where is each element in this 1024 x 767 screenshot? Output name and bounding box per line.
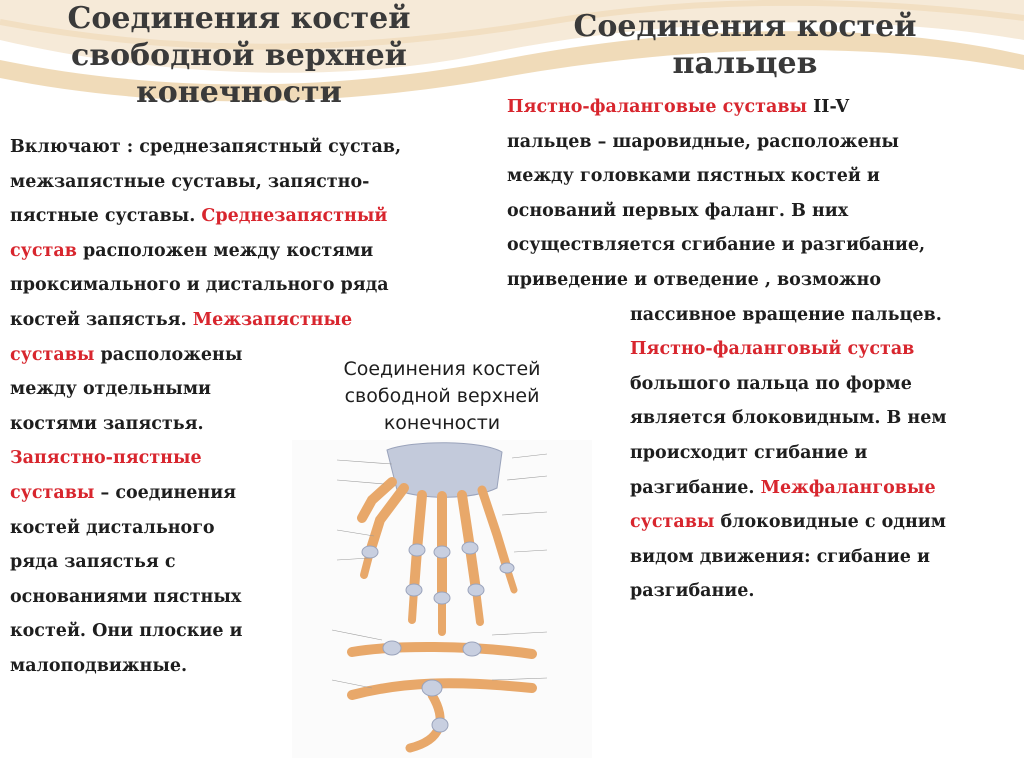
title-left [0,0,478,111]
text-span: происходит сгибание и [630,442,868,463]
text-line [10,234,401,269]
highlighted-term: Межзапястные [192,309,353,330]
text-line [10,130,401,165]
text-span: II-V [807,97,850,117]
text-span: костей. Они плоские и [10,621,243,642]
text-span: костями запястья. [10,413,204,434]
text-span: ряда запястья с [10,552,176,573]
text-span: основаниями пястных [10,586,242,607]
text-line [507,90,947,125]
text-line [10,303,401,338]
text-span: между отдельными [10,379,212,400]
text-span: проксимального и дистального ряда [10,275,389,296]
text-span: расположен между костями [76,240,374,261]
figure-caption-line: свободной верхней [344,385,540,407]
text-line [10,165,401,200]
text-span: костей дистального [10,517,215,538]
text-span: пястные суставы. [10,206,202,227]
text-line [10,199,401,234]
text-span: расположены [94,344,243,365]
text-span: малоподвижные. [10,655,188,676]
figure-caption-line: конечности [383,412,501,434]
highlighted-term: Среднезапястный [201,206,388,227]
highlighted-term: суставы [10,344,95,365]
text-span: разгибание. [630,581,755,602]
title-right [560,8,930,82]
text-span: является блоковидным. В нем [630,408,947,429]
text-span: Включают : среднезапястный сустав, [10,137,402,157]
title-left-line: свободной верхней [71,38,407,73]
text-span: межзапястные суставы, запястно- [10,171,370,192]
text-line [507,298,947,333]
figure-caption [292,356,592,437]
highlighted-term: Запястно-пястные [10,448,202,469]
text-span: блоковидные с одним [714,512,946,533]
title-right-line: Соединения костей [573,9,917,44]
highlighted-term: суставы [630,512,715,533]
hand-joints-illustration [292,440,592,758]
text-line [507,263,947,298]
highlighted-term: Пястно-фаланговый сустав [630,339,915,360]
text-span: пальцев – шаровидные, расположены [507,131,899,152]
figure-caption-line: Соединения костей [343,358,541,380]
title-left-line: Соединения костей [67,1,411,36]
text-span: разгибание. [630,477,761,498]
highlighted-term: Пястно-фаланговые суставы [507,97,808,117]
text-span: пассивное вращение пальцев. [630,304,942,325]
title-right-line: пальцев [672,46,818,81]
text-line [10,268,401,303]
text-span: – соединения [94,482,237,503]
text-span: осуществляется сгибание и разгибание, [507,235,926,256]
text-line [507,159,947,194]
text-span: приведение и отведение , возможно [507,269,882,290]
highlighted-term: сустав [10,240,77,261]
text-line [507,228,947,263]
text-span: видом движения: сгибание и [630,546,931,567]
text-span: оснований первых фаланг. В них [507,200,849,221]
text-span: костей запястья. [10,309,193,330]
text-span: между головками пястных костей и [507,166,880,187]
highlighted-term: суставы [10,482,95,503]
title-left-line: конечности [136,75,342,110]
highlighted-term: Межфаланговые [760,477,936,498]
text-line [507,194,947,229]
text-span: большого пальца по форме [630,373,912,394]
text-line [507,125,947,160]
